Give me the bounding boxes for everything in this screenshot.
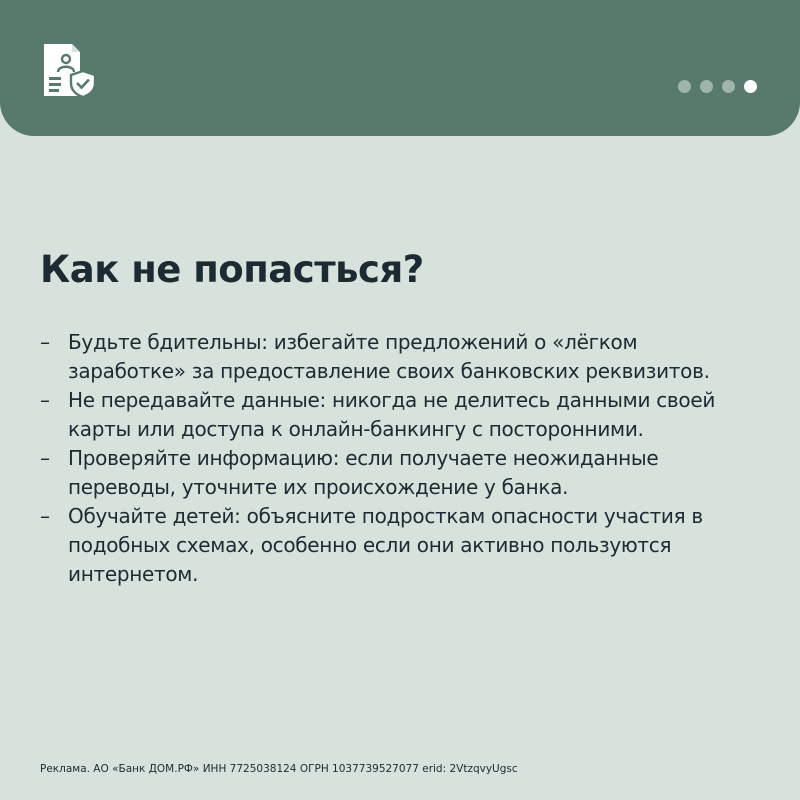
pagination-dot bbox=[678, 80, 691, 93]
list-item bbox=[40, 328, 745, 386]
list-dash: – bbox=[40, 388, 50, 412]
pagination-dot bbox=[700, 80, 713, 93]
document-person-shield-icon bbox=[40, 40, 100, 100]
list-item bbox=[40, 444, 745, 502]
tips-list bbox=[40, 328, 745, 589]
tip-text: Обучайте детей: объясните подросткам опасности участия в подобных схемах, особенно если они активно пользуются интернетом. bbox=[68, 504, 703, 586]
ad-disclaimer: Реклама. АО «Банк ДОМ.РФ» ИНН 7725038124 ОГРН 1037739527077 erid: 2VtzqvyUgsc bbox=[40, 763, 518, 775]
page-title: Как не попасться? bbox=[40, 248, 424, 291]
pagination-dot-active bbox=[744, 80, 757, 93]
list-item bbox=[40, 502, 745, 589]
tip-text: Не передавайте данные: никогда не делитесь данными своей карты или доступа к онлайн-банкингу с посторонними. bbox=[68, 388, 716, 441]
pagination-dot bbox=[722, 80, 735, 93]
list-dash: – bbox=[40, 504, 50, 528]
pagination-dots bbox=[678, 80, 757, 93]
list-dash: – bbox=[40, 446, 50, 470]
list-item bbox=[40, 386, 745, 444]
header-banner bbox=[0, 0, 800, 136]
tip-text: Проверяйте информацию: если получаете неожиданные переводы, уточните их происхождение у банка. bbox=[68, 446, 659, 499]
tip-text: Будьте бдительны: избегайте предложений о «лёгком заработке» за предоставление своих банковских реквизитов. bbox=[68, 330, 710, 383]
list-dash: – bbox=[40, 330, 50, 354]
